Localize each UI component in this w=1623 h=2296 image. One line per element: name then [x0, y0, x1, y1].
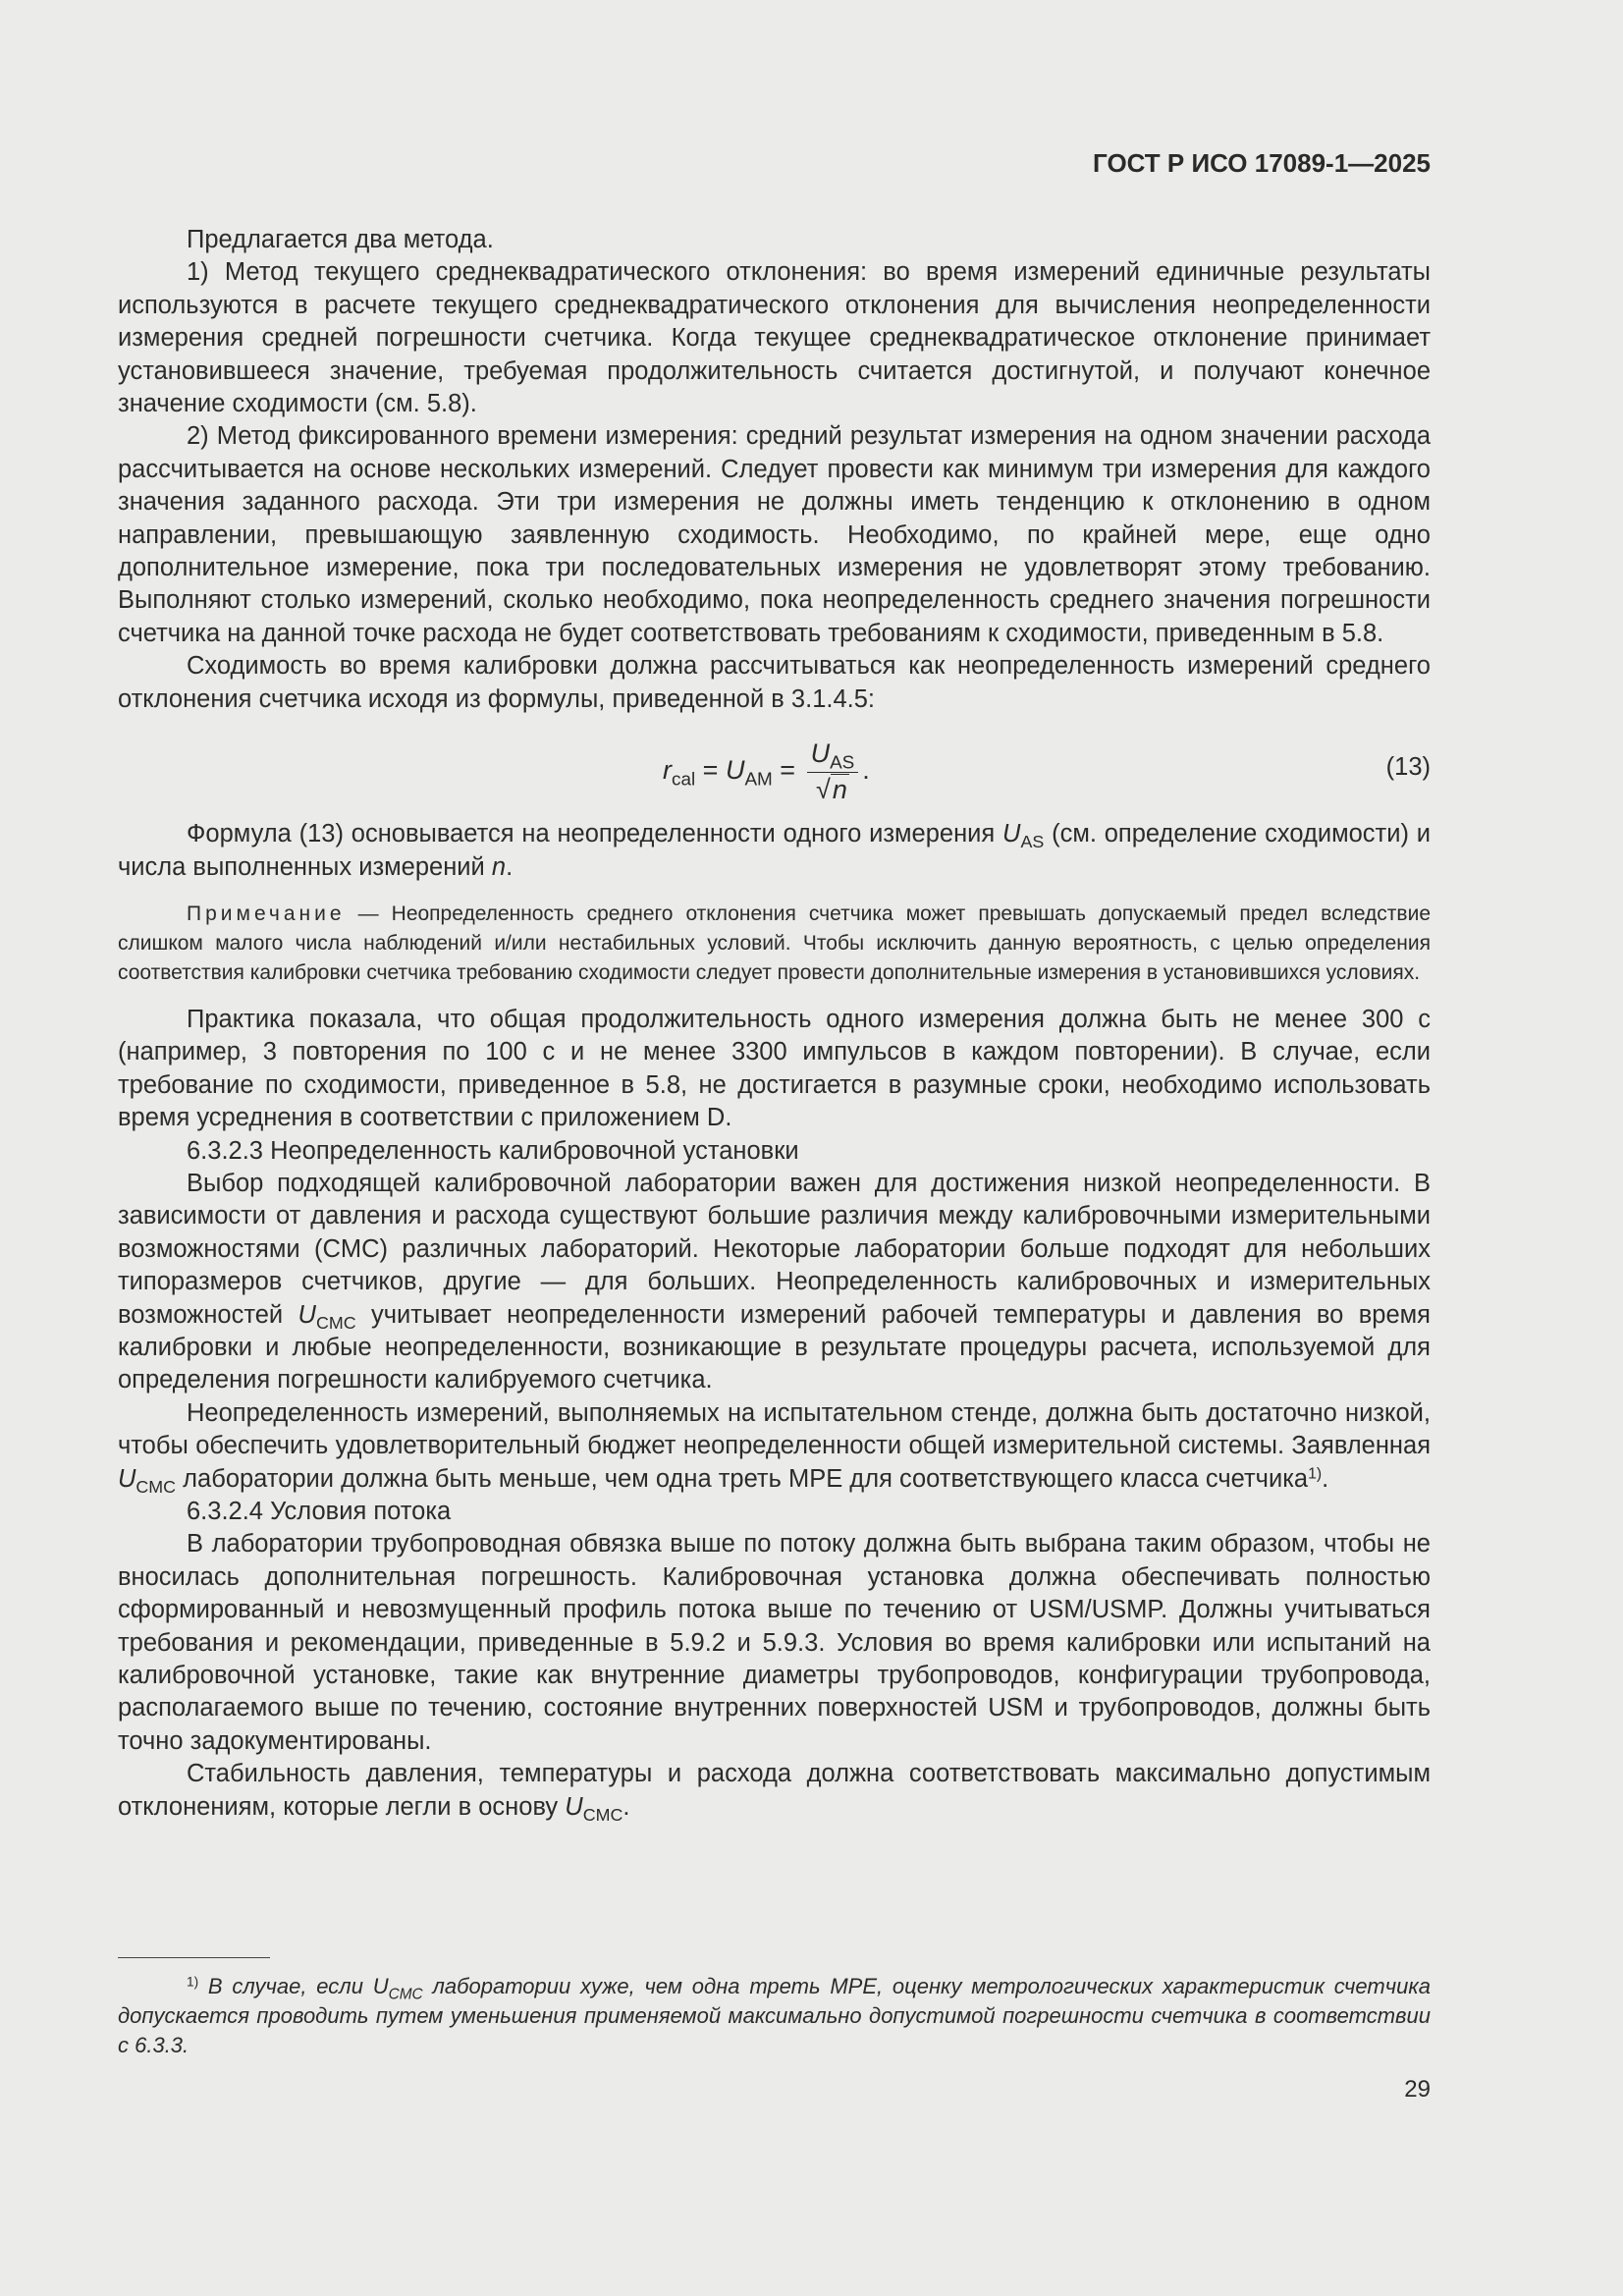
- text-var: U: [565, 1792, 583, 1821]
- paragraph: В лаборатории трубопроводная обвязка выше по потоку должна быть выбрана таким образом, чтобы не вносилась дополнительная погрешность. Калибровочная установка должна обеспечивать полностью сформированный и невозмущенный профиль потока выше по течению от USM/USMP. Должны учитываться требования и рекомендации, приведенные в 5.9.2 и 5.9.3. Условия во время калибровки или испытаний на калибровочной установке, такие как внутренние диаметры трубопроводов, конфигурации трубопровода, располагаемого выше по течению, состояние внутренних поверхностей USM и трубопроводов, должны быть точно задокументированы.: [118, 1530, 1431, 1755]
- formula-13: [118, 728, 1431, 808]
- paragraph: [118, 1397, 1431, 1496]
- footnote-sub: CMC: [388, 1986, 423, 2003]
- formula-end: .: [862, 755, 870, 786]
- note: [118, 900, 1431, 988]
- note-label: Примечание: [187, 902, 346, 925]
- paragraph: Практика показала, что общая продолжительность одного измерения должна быть не менее 300 с (например, 3 повторения по 100 с и не менее 3300 импульсов в каждом повторении). В случае, если требование по сходимости, приведенное в 5.8, не достигается в разумные сроки, необходимо использовать время усреднения в соответствии с приложением D.: [118, 1005, 1431, 1132]
- text-run: Выбор подходящей калибровочной лаборатории важен для достижения низкой неопределенности. В зависимости от давления и расхода существуют большие различия между калибровочными измерительными возможностями (CMC) различных лабораторий. Некоторые лаборатории больше подходят для небольших типоразмеров счетчиков, другие — для больших. Неопределенность калибровочных и измерительных возможностей: [118, 1169, 1431, 1329]
- text-var: U: [118, 1464, 136, 1493]
- paragraph: 2) Метод фиксированного времени измерения: средний результат измерения на одном значении расхода рассчитывается на основе нескольких измерений. Следует провести как минимум три измерения для каждого значения заданного расхода. Эти три измерения не должны иметь тенденцию к отклонению в одном направлении, превышающую заявленную сходимость. Необходимо, по крайней мере, еще одно дополнительное измерение, пока три последовательных измерения не удовлетворят этому требованию. Выполняют столько измерений, сколько необходимо, пока неопределенность среднего значения погрешности счетчика на данной точке расхода не будет соответствовать требованиям к сходимости, приведенным в 5.8.: [118, 422, 1431, 647]
- paragraph: [118, 818, 1431, 884]
- footnote: [118, 1972, 1431, 2060]
- paragraph: Сходимость во время калибровки должна рассчитываться как неопределенность измерений среднего отклонения счетчика исходя из формулы, приведенной в 3.1.4.5:: [118, 652, 1431, 713]
- footnote-mark: 1): [187, 1974, 199, 1990]
- page-number: 29: [1404, 2076, 1431, 2103]
- footnote-text: В случае, если U: [198, 1974, 389, 1998]
- text-run: Неопределенность измерений, выполняемых на испытательном стенде, должна быть достаточно низкой, чтобы обеспечить удовлетворительный бюджет неопределенности общей измерительной системы. Заявленная: [118, 1398, 1431, 1460]
- formula-var: U: [725, 755, 745, 786]
- footnote-text: лаборатории хуже, чем одна треть MPE, оценку метрологических характеристик счетчика допускается проводить путем уменьшения применяемой максимально допустимой погрешности счетчика в соответствии с 6.3.3.: [118, 1974, 1431, 2057]
- formula-var: n: [832, 774, 847, 804]
- formula-sub: AM: [744, 769, 773, 791]
- main-text: [118, 224, 1431, 1824]
- paragraph: [118, 1758, 1431, 1824]
- text-run: .: [622, 1792, 630, 1821]
- text-run: учитывает неопределенности измерений рабочей температуры и давления во время калибровки и любые неопределенности, возникающие в результате процедуры расчета, используемой для определения погрешности калибруемого счетчика.: [118, 1300, 1431, 1394]
- formula-var: U: [810, 738, 831, 769]
- footnote-divider: [118, 1957, 270, 1958]
- formula-fraction: [807, 738, 859, 806]
- text-sub: CMC: [315, 1312, 356, 1333]
- text-sub: AS: [1020, 832, 1045, 852]
- text-var: U: [1002, 820, 1021, 848]
- sqrt-sign: √: [815, 774, 831, 804]
- text-var: n: [491, 852, 507, 881]
- text-run: лаборатории должна быть меньше, чем одна треть MPE для соответствующего класса счетчика: [176, 1464, 1309, 1493]
- text-run: Стабильность давления, температуры и расхода должна соответствовать максимально допустимым отклонениям, которые легли в основу: [118, 1760, 1431, 1821]
- section-heading: 6.3.2.4 Условия потока: [187, 1498, 452, 1525]
- formula-sub: AS: [830, 752, 855, 774]
- note-text: — Неопределенность среднего отклонения счетчика может превышать допускаемый предел вследствие слишком малого числа наблюдений и/или нестабильных условий. Чтобы исключить данную вероятность, с целью определения соответствия калибровки счетчика требованию сходимости следует провести дополнительные измерения в установившихся условиях.: [118, 902, 1431, 984]
- paragraph: Предлагается два метода.: [187, 226, 494, 253]
- document-header: ГОСТ Р ИСО 17089-1—2025: [1093, 148, 1431, 178]
- text-var: U: [298, 1300, 316, 1329]
- text-sub: CMC: [135, 1476, 177, 1497]
- text-run: .: [506, 852, 514, 881]
- formula-var: r: [663, 755, 672, 786]
- formula-sub: cal: [672, 769, 696, 791]
- text-sub: CMC: [582, 1804, 623, 1825]
- footnote-ref[interactable]: 1): [1308, 1464, 1323, 1482]
- text-run: (см. определение сходимости) и числа выполненных измерений: [118, 820, 1432, 881]
- formula-eq: =: [772, 755, 803, 786]
- formula-number: (13): [1385, 753, 1431, 782]
- section-heading: 6.3.2.3 Неопределенность калибровочной установки: [187, 1136, 799, 1165]
- text-run: .: [1322, 1464, 1329, 1493]
- paragraph: [118, 1168, 1431, 1397]
- formula-eq: =: [695, 755, 726, 786]
- formula-expression: [663, 738, 870, 806]
- text-run: Формула (13) основывается на неопределенности одного измерения: [187, 820, 1003, 848]
- paragraph: 1) Метод текущего среднеквадратического отклонения: во время измерений единичные результаты используются в расчете текущего среднеквадратического отклонения для вычисления неопределенности измерения средней погрешности счетчика. Когда текущее среднеквадратическое отклонение принимает установившееся значение, требуемая продолжительность считается достигнутой, и получают конечное значение сходимости (см. 5.8).: [118, 258, 1431, 418]
